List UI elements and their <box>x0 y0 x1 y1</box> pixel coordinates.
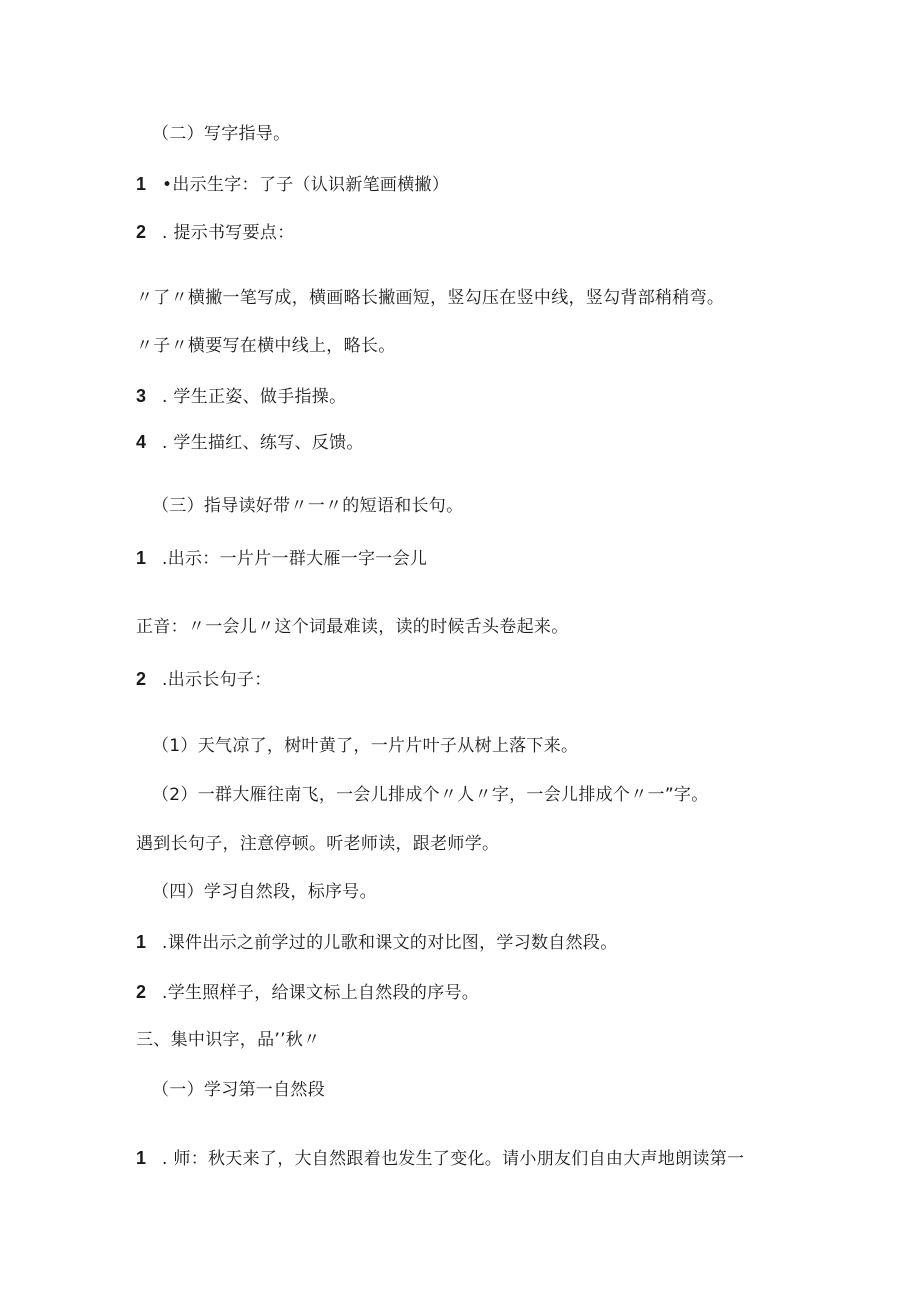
sentence-item <box>152 783 709 807</box>
item-number: 2 <box>136 669 147 689</box>
line-text: （二）写字指导。 <box>152 124 291 144</box>
line-text: （1）天气凉了，树叶黄了，一片片叶子从树上落下来。 <box>152 736 579 756</box>
list-item <box>136 172 449 197</box>
item-number: 2 <box>136 222 147 242</box>
item-number: 4 <box>136 432 147 452</box>
line-text: . 学生正姿、做手指操。 <box>162 387 347 407</box>
line-text: （三）指导读好带〃一〃的短语和长句。 <box>152 496 464 516</box>
line-text: •出示生字：了子（认识新笔画横撇） <box>162 175 450 195</box>
line-text: .出示：一片片一群大雁一字一会儿 <box>162 549 428 569</box>
line-text: （一）学习第一自然段 <box>152 1080 325 1100</box>
line-text: 正音：〃一会儿〃这个词最难读，读的时候舌头卷起来。 <box>136 617 569 637</box>
line-text: 〃子〃横要写在横中线上，略长。 <box>136 336 396 356</box>
item-number: 1 <box>136 932 147 952</box>
list-item <box>136 546 427 571</box>
section-heading <box>152 880 377 904</box>
line-text: 遇到长句子，注意停顿。听老师读，跟老师学。 <box>136 834 500 854</box>
line-text: . 师：秋天来了，大自然跟着也发生了变化。请小朋友们自由大声地朗读第一 <box>162 1149 745 1169</box>
list-item <box>136 1146 744 1171</box>
section-heading <box>152 122 290 146</box>
section-heading <box>152 1078 325 1102</box>
paragraph <box>136 286 724 310</box>
line-text: （四）学习自然段，标序号。 <box>152 882 377 902</box>
line-text: . 提示书写要点： <box>162 223 295 243</box>
item-number: 2 <box>136 982 147 1002</box>
section-heading <box>152 494 463 518</box>
list-item <box>136 667 272 692</box>
item-number: 1 <box>136 174 147 194</box>
paragraph <box>136 615 569 639</box>
list-item <box>136 930 618 955</box>
list-item <box>136 220 295 245</box>
list-item <box>136 430 364 455</box>
line-text: 三、集中识字，品’’秋〃 <box>136 1030 321 1050</box>
line-text: .课件出示之前学过的儿歌和课文的对比图，学习数自然段。 <box>162 933 618 953</box>
line-text: . 学生描红、练写、反馈。 <box>162 433 364 453</box>
item-number: 1 <box>136 548 147 568</box>
item-number: 3 <box>136 386 147 406</box>
sentence-item <box>152 734 578 758</box>
list-item <box>136 980 479 1005</box>
chapter-heading <box>136 1028 320 1052</box>
paragraph <box>136 334 396 358</box>
line-text: .出示长句子： <box>162 670 272 690</box>
paragraph <box>136 832 499 856</box>
line-text: 〃了〃横撇一笔写成，横画略长撇画短，竖勾压在竖中线，竖勾背部稍稍弯。 <box>136 288 725 308</box>
line-text: （2）一群大雁往南飞，一会儿排成个〃人〃字，一会儿排成个〃一”字。 <box>152 785 709 805</box>
list-item <box>136 384 346 409</box>
line-text: .学生照样子，给课文标上自然段的序号。 <box>162 983 480 1003</box>
item-number: 1 <box>136 1148 147 1168</box>
